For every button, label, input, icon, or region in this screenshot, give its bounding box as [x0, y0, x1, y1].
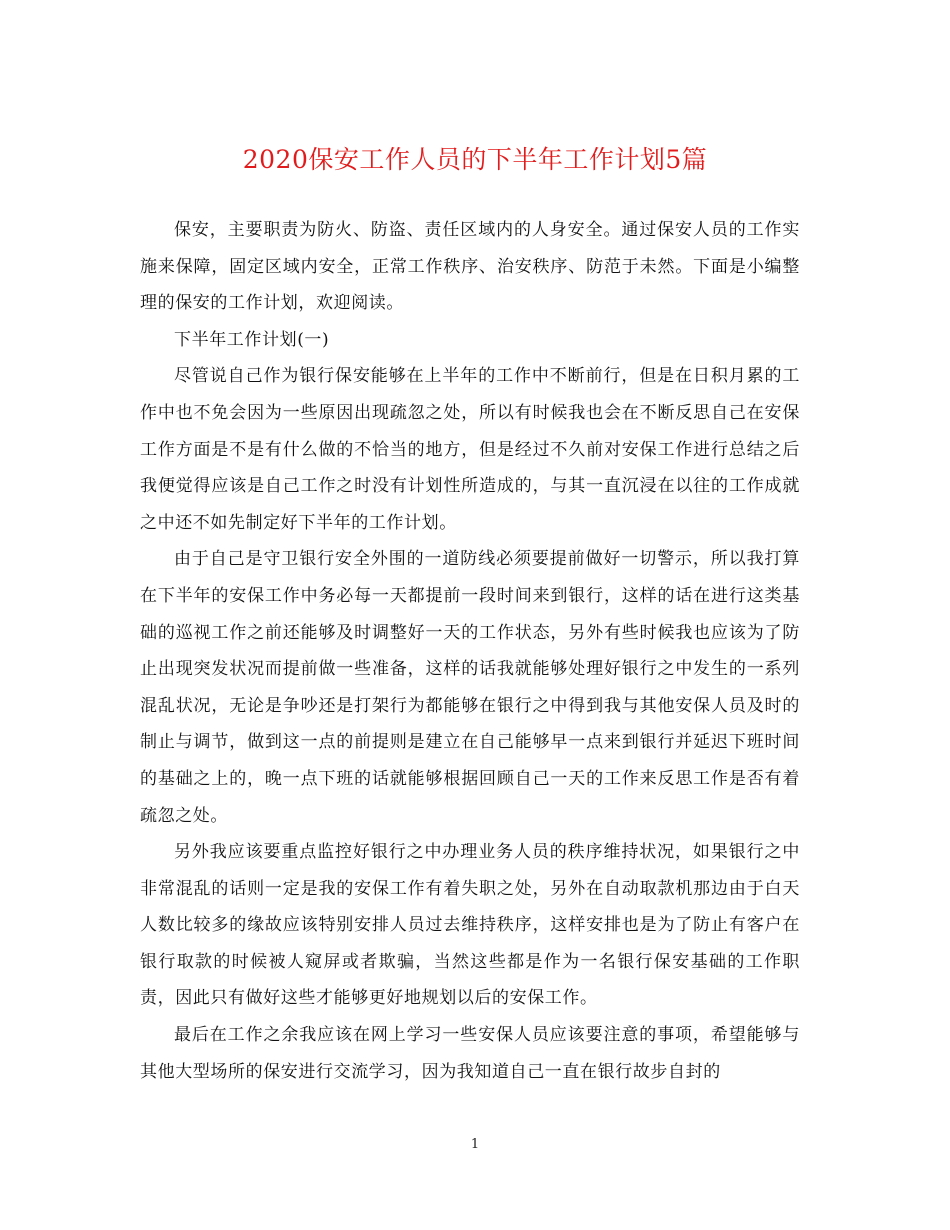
intro-paragraph: 保安，主要职责为防火、防盗、责任区域内的人身安全。通过保安人员的工作实施来保障，固定区域内安全，正常工作秩序、治安秩序、防范于未然。下面是小编整理的保安的工作计划，欢迎阅读。	[140, 220, 800, 314]
section-heading: 下半年工作计划(一)	[174, 329, 330, 350]
body-paragraph: 由于自己是守卫银行安全外围的一道防线必须要提前做好一切警示，所以我打算在下半年的安保工作中务必每一天都提前一段时间来到银行，这样的话在进行这类基础的巡视工作之前还能够及时调整好一天的工作状态，另外有些时候我也应该为了防止出现突发状况而提前做一些准备，这样的话我就能够处理好银行之中发生的一系列混乱状况，无论是争吵还是打架行为都能够在银行之中得到我与其他安保人员及时的制止与调节，做到这一点的前提则是建立在自己能够早一点来到银行并延迟下班时间的基础之上的，晚一点下班的话就能够根据回顾自己一天的工作来反思工作是否有着疏忽之处。	[140, 549, 800, 826]
page-number: 1	[470, 1137, 480, 1152]
body-paragraph: 另外我应该要重点监控好银行之中办理业务人员的秩序维持状况，如果银行之中非常混乱的话则一定是我的安保工作有着失职之处，另外在自动取款机那边由于白天人数比较多的缘故应该特别安排人员过去维持秩序，这样安排也是为了防止有客户在银行取款的时候被人窥屏或者欺骗，当然这些都是作为一名银行保安基础的工作职责，因此只有做好这些才能够更好地规划以后的安保工作。	[140, 842, 800, 1009]
document-body	[140, 212, 800, 1090]
document-title: 2020保安工作人员的下半年工作计划5篇	[242, 145, 708, 174]
body-paragraph: 最后在工作之余我应该在网上学习一些安保人员应该要注意的事项，希望能够与其他大型场所的保安进行交流学习，因为我知道自己一直在银行故步自封的	[140, 1025, 800, 1082]
body-paragraph: 尽管说自己作为银行保安能够在上半年的工作中不断前行，但是在日积月累的工作中也不免会因为一些原因出现疏忽之处，所以有时候我也会在不断反思自己在安保工作方面是不是有什么做的不恰当的地方，但是经过不久前对安保工作进行总结之后我便觉得应该是自己工作之时没有计划性所造成的，与其一直沉浸在以往的工作成就之中还不如先制定好下半年的工作计划。	[140, 366, 800, 533]
